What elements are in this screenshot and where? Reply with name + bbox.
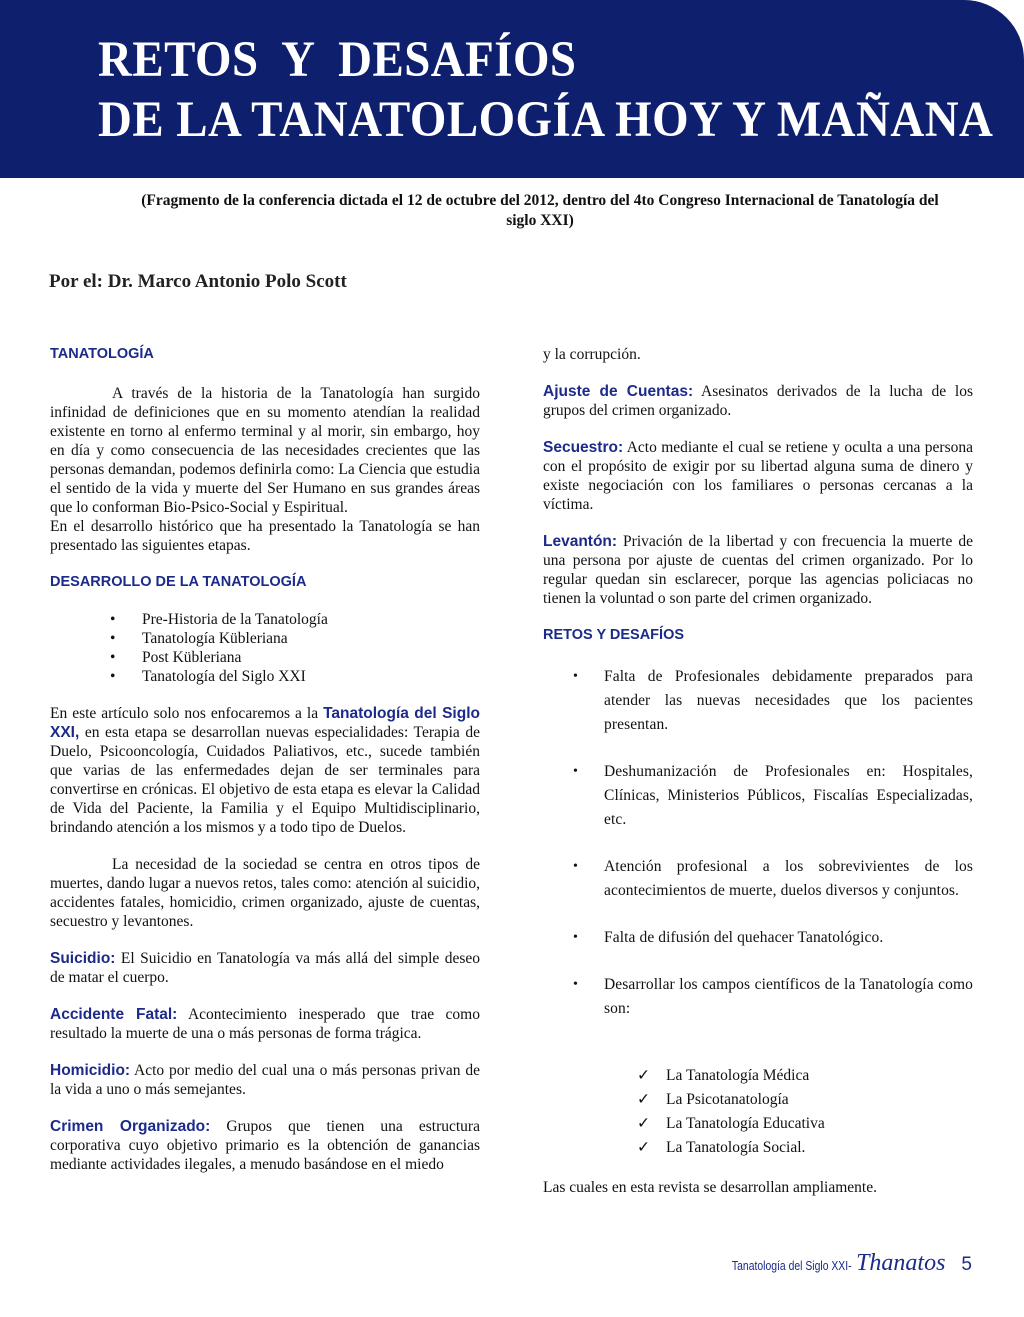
bullet-icon: •: [573, 669, 579, 684]
definition-secuestro: Secuestro: Acto mediante el cual se retiene y oculta a una persona con el propósito de exigir por su libertad alguna suma de dinero y existe negociación con los familiares o personas cercanas a la víctima.: [543, 439, 973, 513]
campos-list: [543, 1064, 973, 1160]
bullet-icon: •: [110, 611, 116, 628]
list-item: • Pre-Historia de la Tanatología: [110, 611, 328, 628]
list-item: • Falta de difusión del quehacer Tanatológico.: [543, 926, 973, 950]
list-item: • Tanatología del Siglo XXI: [110, 668, 306, 685]
definition-homicidio: Homicidio: Acto por medio del cual una o más personas privan de la vida a uno o más semejantes.: [50, 1062, 480, 1098]
checkmark-icon: ✓: [637, 1115, 650, 1132]
author-byline: Por el: Dr. Marco Antonio Polo Scott: [49, 271, 347, 292]
definition-levanton: Levantón: Privación de la libertad y con frecuencia la muerte de una persona por ajuste de cuentas del crimen organizado. Por lo regular quedan sin esclarecer, porque las agencias policiacas no tienen la voluntad o son parte del crimen organizado.: [543, 533, 973, 607]
article-title: [98, 30, 993, 150]
bullet-icon: •: [573, 977, 579, 992]
crimen-continuation: y la corrupción.: [543, 346, 641, 363]
article-subtitle: (Fragmento de la conferencia dictada el 12 de octubre del 2012, dentro del 4to Congreso Internacional de Tanatología del siglo XXI): [141, 192, 939, 229]
bullet-icon: •: [573, 859, 579, 874]
paragraph-necesidad: La necesidad de la sociedad se centra en otros tipos de muertes, dando lugar a nuevos retos, tales como: atención al suicidio, accidentes fatales, homicidio, crimen organizado, ajuste de cuentas, secuestro y levantones.: [50, 856, 481, 930]
list-item: • Post Kübleriana: [110, 649, 242, 666]
paragraph-articulo: En este artículo solo nos enfocaremos a la Tanatología del Siglo XXI, en esta etapa se desarrollan nuevas especialidades: Terapia de Duelo, Psicooncología, Cuidados Paliativos, etc., sucede también que varias de las enfermedades dejan de ser terminales para convertirse en crónicas. El objetivo de esta etapa es elevar la Calidad de Vida del Paciente, la Familia y el Equipo Multidisciplinario, brindando atención a los mismos y a todo tipo de Duelos.: [50, 705, 480, 836]
title-banner: [0, 0, 1024, 178]
list-item: • Falta de Profesionales debidamente preparados para atender las nuevas necesidades que los pacientes presentan.: [543, 665, 973, 737]
definition-accidente: Accidente Fatal: Acontecimiento inesperado que trae como resultado la muerte de una o más personas de forma trágica.: [50, 1006, 480, 1042]
list-item: ✓ La Tanatología Médica: [637, 1064, 973, 1088]
definition-suicidio: Suicidio: El Suicidio en Tanatología va más allá del simple deseo de matar el cuerpo.: [50, 950, 480, 986]
bullet-icon: •: [573, 930, 579, 945]
publication-name: Tanatología del Siglo XXI-: [732, 1258, 853, 1273]
list-item: • Desarrollar los campos científicos de la Tanatología como son:: [543, 973, 973, 1021]
list-item: • Atención profesional a los sobrevivientes de los acontecimientos de muerte, duelos diversos y conjuntos.: [543, 855, 973, 903]
heading-desarrollo: DESARROLLO DE LA TANATOLOGÍA: [50, 574, 307, 590]
title-line-1: RETOS Y DESAFÍOS: [98, 32, 577, 88]
left-column: [50, 345, 480, 1174]
heading-tanatologia: TANATOLOGÍA: [50, 346, 154, 362]
heading-retos: RETOS Y DESAFÍOS: [543, 627, 685, 643]
page-footer: [702, 1250, 972, 1277]
list-item: ✓ La Tanatología Social.: [637, 1136, 973, 1160]
term-siglo-xxi: Tanatología del Siglo XXI,: [50, 705, 480, 741]
list-item: • Deshumanización de Profesionales en: Hospitales, Clínicas, Ministerios Públicos, Fiscalías Especializadas, etc.: [543, 760, 973, 832]
checkmark-icon: ✓: [637, 1091, 650, 1108]
bullet-icon: •: [573, 764, 579, 779]
paragraph-etapas: En el desarrollo histórico que ha presentado la Tanatología se han presentado las siguientes etapas.: [50, 518, 480, 554]
page-number: 5: [961, 1254, 972, 1275]
closing-sentence: Las cuales en esta revista se desarrollan ampliamente.: [543, 1179, 877, 1196]
checkmark-icon: ✓: [637, 1067, 650, 1084]
bullet-icon: •: [110, 630, 116, 647]
definition-crimen: Crimen Organizado: Grupos que tienen una estructura corporativa cuyo objetivo primario es la obtención de ganancias mediante actividades ilegales, a menudo basándose en el miedo: [50, 1118, 480, 1173]
list-item: • Tanatología Kübleriana: [110, 630, 288, 647]
list-item: ✓ La Psicotanatología: [637, 1088, 973, 1112]
title-line-2: DE LA TANATOLOGÍA HOY Y MAÑANA: [98, 92, 994, 148]
bullet-icon: •: [110, 668, 116, 685]
right-column: [543, 345, 973, 1197]
definition-ajuste: Ajuste de Cuentas: Asesinatos derivados de la lucha de los grupos del crimen organizado.: [543, 383, 973, 419]
stages-list: [50, 610, 480, 686]
brand-logo: Thanatos: [856, 1250, 946, 1276]
paragraph-intro: A través de la historia de la Tanatología han surgido infinidad de definiciones que en su momento atendían la realidad existente en torno al enfermo terminal y al morir, sin embargo, hoy en día y como consecuencia de las necesidades crecientes que las personas demandan, podemos definirla como: La Ciencia que estudia el sentido de la vida y muerte del Ser Humano en sus grandes áreas que lo conforman Bio-Psico-Social y Espiritual.: [50, 385, 480, 516]
retos-list: [543, 665, 973, 1021]
bullet-icon: •: [110, 649, 116, 666]
checkmark-icon: ✓: [637, 1139, 650, 1156]
list-item: ✓ La Tanatología Educativa: [637, 1112, 973, 1136]
